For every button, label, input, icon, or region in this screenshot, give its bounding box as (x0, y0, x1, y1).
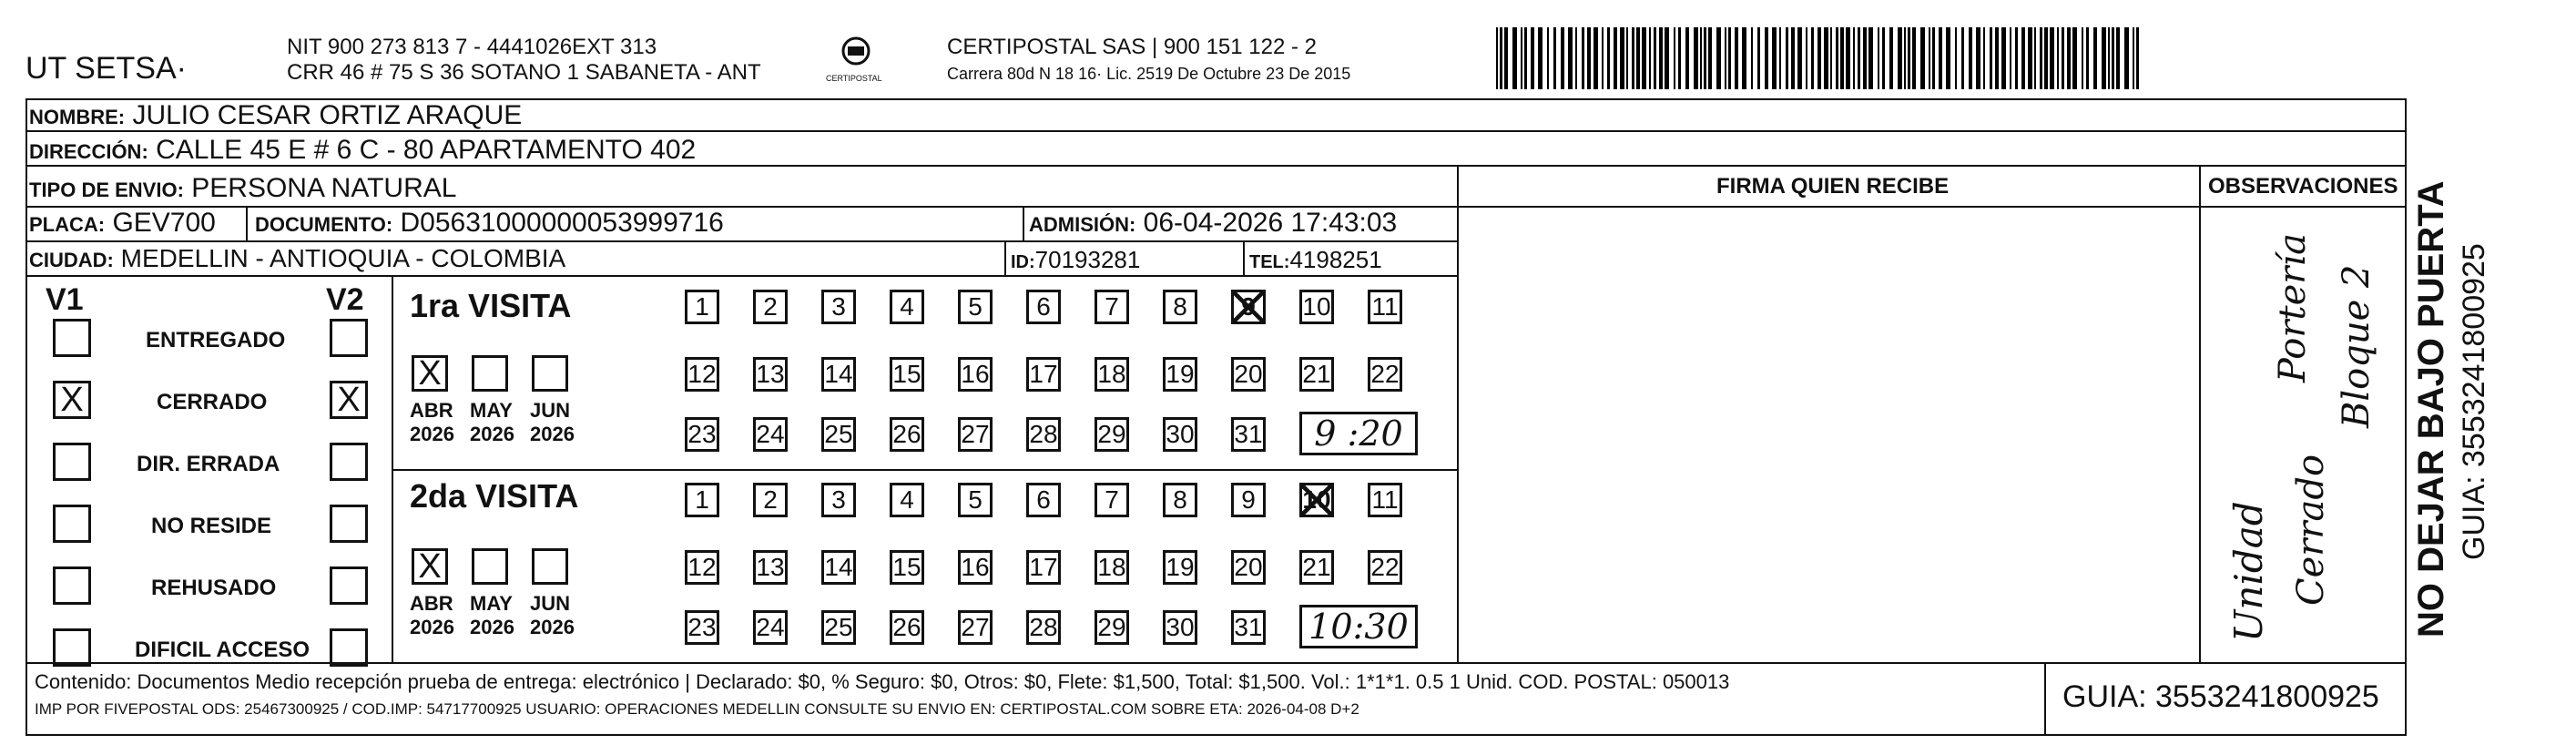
v1-checkbox[interactable] (53, 628, 91, 667)
barcode-bar (1531, 27, 1534, 89)
footer-guia: GUIA: 3553241800925 (2062, 679, 2379, 714)
barcode-bar (1704, 27, 1706, 89)
barcode-bar (1882, 27, 1885, 89)
barcode-bar (1582, 27, 1584, 89)
day-box[interactable]: 24 (753, 417, 788, 452)
barcode-bar (1678, 27, 1681, 89)
barcode-bar (1725, 27, 1726, 89)
barcode-bar (1626, 27, 1628, 89)
barcode-bar (1620, 27, 1624, 89)
day-box[interactable]: 4 (890, 483, 924, 517)
visit-1-title: 1ra VISITA (410, 287, 572, 324)
day-box[interactable]: 30 (1163, 610, 1197, 645)
day-box[interactable]: 8 (1163, 483, 1197, 517)
barcode-bar (1538, 27, 1543, 89)
month-checkbox[interactable]: X (412, 355, 448, 392)
visit-time[interactable]: 10:30 (1299, 605, 1418, 648)
day-box[interactable]: 18 (1095, 357, 1129, 392)
day-box[interactable]: 29 (1095, 417, 1129, 452)
barcode-bar (2093, 27, 2097, 89)
barcode-bar (1791, 27, 1795, 89)
barcode-bar (1976, 27, 1980, 89)
day-box[interactable]: 16 (958, 550, 993, 585)
day-box[interactable]: 31 (1231, 417, 1266, 452)
visit-2-title: 2da VISITA (410, 477, 579, 515)
barcode-bar (2102, 27, 2106, 89)
day-box[interactable]: 23 (685, 417, 719, 452)
direccion-row: DIRECCIÓN: CALLE 45 E # 6 C - 80 APARTAMENTO 402 (29, 135, 697, 165)
barcode-bar (1553, 27, 1556, 89)
visit-time[interactable]: 9 :20 (1299, 412, 1418, 455)
day-box[interactable]: 5 (958, 290, 993, 324)
obs-handwriting-3: Portería (2272, 232, 2314, 383)
barcode-bar (1512, 27, 1517, 89)
day-box[interactable]: 12 (685, 357, 719, 392)
barcode-bar (1496, 27, 1498, 89)
certipostal-line-1: CERTIPOSTAL SAS | 900 151 122 - 2 (947, 35, 1317, 59)
day-box[interactable]: 9 (1231, 483, 1266, 517)
status-label: REHUSADO (151, 576, 277, 600)
month-checkbox[interactable] (532, 355, 568, 392)
day-box[interactable]: 6 (1026, 483, 1061, 517)
day-box[interactable]: 22 (1368, 357, 1402, 392)
v2-checkbox[interactable] (330, 566, 368, 605)
v2-checkbox[interactable] (330, 319, 368, 357)
recipient-address: CALLE 45 E # 6 C - 80 APARTAMENTO 402 (156, 135, 697, 165)
day-box[interactable]: 21 (1299, 357, 1334, 392)
barcode-bar (1904, 27, 1906, 89)
v1-label: V1 (46, 282, 84, 317)
day-box[interactable]: 11 (1368, 290, 1402, 324)
day-box[interactable]: 15 (890, 550, 924, 585)
barcode-bar (1898, 27, 1902, 89)
month-label: JUN (530, 399, 571, 422)
barcode-bar (1654, 27, 1656, 89)
barcode-bar (1990, 27, 1992, 89)
barcode-bar (1708, 27, 1712, 89)
nit-line-2: CRR 46 # 75 S 36 SOTANO 1 SABANETA - ANT (287, 60, 761, 85)
tel-row: TEL:4198251 (1249, 246, 1382, 273)
day-box[interactable]: 20 (1231, 550, 1266, 585)
barcode-bar (1636, 27, 1640, 89)
month-year: 2026 (410, 616, 454, 638)
day-box[interactable]: 21 (1299, 550, 1334, 585)
month-year: 2026 (470, 616, 514, 638)
day-box[interactable]: 6 (1026, 290, 1061, 324)
barcode-bar (2057, 27, 2059, 89)
day-box[interactable]: 14 (821, 357, 856, 392)
barcode-bar (1504, 27, 1508, 89)
barcode-bar (1889, 27, 1893, 89)
barcode-bar (2086, 27, 2089, 89)
barcode-bar (1614, 27, 1617, 89)
day-box[interactable]: 15 (890, 357, 924, 392)
barcode-bar (1742, 27, 1746, 89)
nombre-row: NOMBRE: JULIO CESAR ORTIZ ARAQUE (29, 100, 523, 130)
barcode-bar (2010, 27, 2011, 89)
footer-imp: IMP POR FIVEPOSTAL ODS: 25467300925 / COD.IMP: 54717700925 USUARIO: OPERACIONES MEDELLIN CONSULTE SU ENVIO EN: CERTIPOSTAL.COM SOBRE ETA: 2026-04-08 D+2 (35, 700, 1359, 718)
status-label: NO RESIDE (151, 514, 272, 538)
day-box[interactable]: 7 (1095, 290, 1129, 324)
month-year: 2026 (530, 616, 575, 638)
barcode-bar (1728, 27, 1731, 89)
status-label: ENTREGADO (146, 328, 286, 352)
barcode-bar (1751, 27, 1753, 89)
day-box[interactable]: 2 (753, 483, 788, 517)
v1-checkbox[interactable] (53, 443, 91, 481)
day-box[interactable]: 11 (1368, 483, 1402, 517)
barcode-bar (1932, 27, 1935, 89)
barcode-bar (1946, 27, 1950, 89)
placa-row: PLACA: GEV700 (29, 208, 216, 238)
barcode-bar (1908, 27, 1910, 89)
barcode-bar (1561, 27, 1564, 89)
barcode-bar (1912, 27, 1916, 89)
day-box[interactable]: 3 (821, 290, 856, 324)
company-name: UT SETSA· (25, 51, 187, 86)
footer-contenido: Contenido: Documentos Medio recepción prueba de entrega: electrónico | Declarado: $0, % Seguro: $0, Otros: $0, Flete: $1,500, Total: $1,500. Vol.: 1*1*1. 0.5 1 Unid. COD. POSTAL: 050013 (35, 670, 1730, 693)
barcode-bar (2082, 27, 2083, 89)
day-box[interactable]: 10 (1299, 290, 1334, 324)
barcode-bar (1797, 27, 1802, 89)
barcode-bar (1547, 27, 1549, 89)
barcode-bar (2067, 27, 2071, 89)
barcode-bar (1575, 27, 1577, 89)
day-box[interactable]: 13 (753, 550, 788, 585)
observaciones-label: OBSERVACIONES (2208, 174, 2398, 199)
day-box[interactable]: 8 (1163, 290, 1197, 324)
firma-label: FIRMA QUIEN RECIBE (1716, 174, 1950, 199)
barcode-bar (1735, 27, 1738, 89)
day-box[interactable]: 29 (1095, 610, 1129, 645)
day-box[interactable]: 19 (1163, 357, 1197, 392)
day-box[interactable]: 20 (1231, 357, 1266, 392)
tipo-row: TIPO DE ENVIO: PERSONA NATURAL (29, 173, 457, 203)
barcode-bar (2136, 27, 2139, 89)
day-box[interactable]: 7 (1095, 483, 1129, 517)
barcode-bar (2040, 27, 2042, 89)
no-dejar-bajo-puerta: NO DEJAR BAJO PUERTA (2411, 180, 2451, 638)
ciudad-row: CIUDAD: MEDELLIN - ANTIOQUIA - COLOMBIA (29, 244, 566, 272)
status-label: DIR. ERRADA (137, 452, 280, 476)
barcode-bar (1685, 27, 1689, 89)
day-box[interactable]: 30 (1163, 417, 1197, 452)
barcode-bar (2001, 27, 2006, 89)
id-row: ID:70193281 (1011, 246, 1141, 273)
barcode-bar (1765, 27, 1768, 89)
barcode-bar (1632, 27, 1634, 89)
v2-checkbox[interactable] (330, 628, 368, 667)
barcode-bar (1716, 27, 1721, 89)
barcode-bar (1659, 27, 1663, 89)
barcode-bar (1806, 27, 1807, 89)
day-box[interactable]: 25 (821, 417, 856, 452)
barcode-bar (1824, 27, 1828, 89)
barcode-bar (1772, 27, 1777, 89)
month-label: ABR (410, 592, 453, 615)
month-label: JUN (530, 592, 571, 615)
day-box[interactable]: 17 (1026, 550, 1061, 585)
day-box[interactable]: 10 (1299, 483, 1334, 517)
day-box[interactable]: 1 (685, 483, 719, 517)
barcode-bar (1846, 27, 1850, 89)
month-checkbox[interactable] (472, 548, 508, 585)
barcode-bar (2072, 27, 2077, 89)
month-label: MAY (470, 592, 513, 615)
barcode-bar (1995, 27, 1999, 89)
recipient-name: JULIO CESAR ORTIZ ARAQUE (132, 100, 523, 130)
month-year: 2026 (410, 423, 454, 445)
day-box[interactable]: 12 (685, 550, 719, 585)
tipo-envio: PERSONA NATURAL (191, 173, 457, 203)
barcode-bar (1674, 27, 1675, 89)
barcode-bar (1939, 27, 1942, 89)
barcode-bar (1694, 27, 1698, 89)
barcode-bar (2028, 27, 2032, 89)
day-box[interactable]: 19 (1163, 550, 1197, 585)
barcode-bar (1524, 27, 1527, 89)
documento-value: D05631000000053999716 (400, 208, 724, 238)
barcode-bar (1779, 27, 1781, 89)
barcode-bar (1868, 27, 1873, 89)
barcode-bar (1811, 27, 1814, 89)
v2-label: V2 (326, 282, 364, 317)
month-year: 2026 (530, 423, 575, 445)
day-box[interactable]: 2 (753, 290, 788, 324)
certipostal-logo: CERTIPOSTAL (824, 35, 888, 86)
barcode-bar (1607, 27, 1610, 89)
barcode-bar (1593, 27, 1598, 89)
month-label: ABR (410, 399, 453, 422)
day-box[interactable]: 14 (821, 550, 856, 585)
barcode-bar (1830, 27, 1832, 89)
day-box[interactable]: 3 (821, 483, 856, 517)
day-box[interactable]: 13 (753, 357, 788, 392)
status-label: CERRADO (157, 390, 268, 414)
barcode-bar (1649, 27, 1651, 89)
day-box[interactable]: 27 (958, 610, 993, 645)
barcode-bar (1961, 27, 1964, 89)
barcode-bar (1700, 27, 1702, 89)
barcode-bar (1858, 27, 1860, 89)
obs-handwriting-4: Bloque 2 (2336, 264, 2377, 428)
v1-checkbox[interactable] (53, 566, 91, 605)
day-box[interactable]: 16 (958, 357, 993, 392)
month-checkbox[interactable]: X (412, 548, 448, 585)
admision-row: ADMISIÓN: 06-04-2026 17:43:03 (1029, 208, 1398, 238)
v1-checkbox[interactable] (53, 505, 91, 543)
status-label: DIFICIL ACCESO (135, 638, 311, 662)
barcode-bar (1757, 27, 1760, 89)
v1-checkbox[interactable]: X (53, 381, 91, 419)
barcode-bar (1587, 27, 1591, 89)
nit-line-1: NIT 900 273 813 7 - 4441026EXT 313 (287, 35, 657, 59)
obs-handwriting-2: Cerrado (2290, 454, 2332, 606)
barcode-bar (1836, 27, 1838, 89)
day-box[interactable]: 18 (1095, 550, 1129, 585)
barcode-bar (2034, 27, 2036, 89)
barcode-bar (1817, 27, 1821, 89)
barcode-bar (1955, 27, 1957, 89)
barcode-bar (2044, 27, 2048, 89)
day-box[interactable]: 28 (1026, 417, 1061, 452)
barcode-bar (1665, 27, 1669, 89)
barcode-bar (1840, 27, 1844, 89)
day-box[interactable]: 5 (958, 483, 993, 517)
barcode-bar (1863, 27, 1867, 89)
obs-handwriting-1: Unidad (2226, 501, 2271, 642)
day-box[interactable]: 25 (821, 610, 856, 645)
month-checkbox[interactable] (532, 548, 568, 585)
side-guia: GUIA: 3553241800925 (2457, 243, 2491, 560)
barcode (1496, 27, 2152, 91)
barcode-bar (1602, 27, 1604, 89)
barcode-bar (2050, 27, 2054, 89)
barcode-bar (2116, 27, 2120, 89)
day-box[interactable]: 4 (890, 290, 924, 324)
day-box[interactable]: 26 (890, 417, 924, 452)
v2-checkbox[interactable] (330, 505, 368, 543)
day-box[interactable]: 17 (1026, 357, 1061, 392)
v2-checkbox[interactable]: X (330, 381, 368, 419)
barcode-bar (1786, 27, 1788, 89)
admision-value: 06-04-2026 17:43:03 (1143, 208, 1398, 238)
day-box[interactable]: 22 (1368, 550, 1402, 585)
day-box[interactable]: 23 (685, 610, 719, 645)
id-value: 70193281 (1034, 246, 1141, 273)
tel-value: 4198251 (1289, 246, 1382, 273)
day-box[interactable]: 27 (958, 417, 993, 452)
v2-checkbox[interactable] (330, 443, 368, 481)
barcode-bar (1853, 27, 1855, 89)
barcode-bar (2108, 27, 2110, 89)
barcode-bar (2133, 27, 2134, 89)
placa-value: GEV700 (112, 208, 216, 238)
v1-checkbox[interactable] (53, 319, 91, 357)
barcode-bar (2021, 27, 2025, 89)
barcode-bar (1521, 27, 1522, 89)
barcode-bar (2124, 27, 2129, 89)
barcode-bar (1969, 27, 1972, 89)
barcode-bar (2015, 27, 2018, 89)
barcode-bar (1500, 27, 1502, 89)
barcode-bar (1568, 27, 1573, 89)
barcode-bar (2112, 27, 2114, 89)
day-box[interactable]: 24 (753, 610, 788, 645)
documento-row: DOCUMENTO: D05631000000053999716 (255, 208, 724, 238)
barcode-bar (1983, 27, 1985, 89)
certipostal-line-2: Carrera 80d N 18 16· Lic. 2519 De Octubre 23 De 2015 (947, 65, 1351, 83)
barcode-bar (1920, 27, 1925, 89)
ciudad-value: MEDELLIN - ANTIOQUIA - COLOMBIA (120, 244, 566, 272)
month-checkbox[interactable] (472, 355, 508, 392)
day-box[interactable]: 31 (1231, 610, 1266, 645)
month-label: MAY (470, 399, 513, 422)
day-box[interactable]: 1 (685, 290, 719, 324)
barcode-bar (1929, 27, 1930, 89)
month-year: 2026 (470, 423, 514, 445)
day-box[interactable]: 28 (1026, 610, 1061, 645)
barcode-bar (2062, 27, 2064, 89)
day-box[interactable]: 26 (890, 610, 924, 645)
day-box[interactable]: 9 (1231, 290, 1266, 324)
barcode-bar (1642, 27, 1646, 89)
barcode-bar (1878, 27, 1879, 89)
